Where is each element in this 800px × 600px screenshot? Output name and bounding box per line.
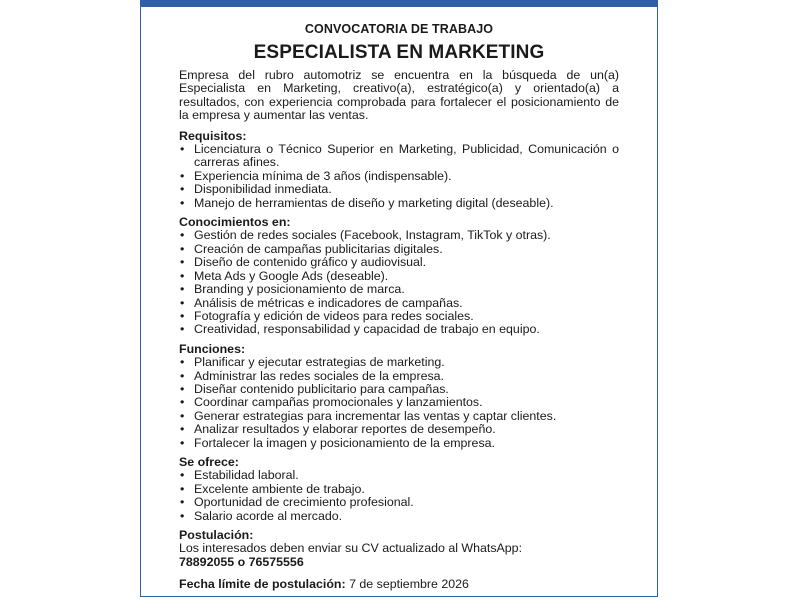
knowledge-list <box>179 229 619 336</box>
section-title: Se ofrece: <box>179 454 239 469</box>
section-title: Conocimientos en: <box>179 215 291 230</box>
whatsapp-numbers: 78892055 o 76575556 <box>179 554 304 569</box>
job-ad-frame <box>140 0 658 597</box>
list-item: • Meta Ads y Google Ads (deseable). <box>179 270 619 283</box>
list-item: • Excelente ambiente de trabajo. <box>179 483 619 496</box>
section-requirements <box>179 130 619 210</box>
list-item: • Diseñar contenido publicitario para campañas. <box>179 383 619 396</box>
list-item: • Manejo de herramientas de diseño y marketing digital (deseable). <box>179 197 619 210</box>
list-item: • Coordinar campañas promocionales y lanzamientos. <box>179 396 619 409</box>
list-item: • Diseño de contenido gráfico y audiovisual. <box>179 256 619 269</box>
list-item: • Experiencia mínima de 3 años (indispensable). <box>179 170 619 183</box>
section-application <box>179 529 619 569</box>
list-item: • Estabilidad laboral. <box>179 469 619 482</box>
section-functions <box>179 343 619 450</box>
deadline-date: 7 de septiembre 2026 <box>345 577 469 592</box>
list-item: • Fortalecer la imagen y posicionamiento de la empresa. <box>179 437 619 450</box>
application-text: Los interesados deben enviar su CV actualizado al WhatsApp: <box>179 541 523 556</box>
deadline-label: Fecha límite de postulación: <box>179 577 346 592</box>
deadline-line <box>179 578 619 591</box>
top-accent-bar <box>141 0 657 7</box>
list-item: • Analizar resultados y elaborar reportes de desempeño. <box>179 423 619 436</box>
list-item: • Fotografía y edición de videos para redes sociales. <box>179 310 619 323</box>
list-item: • Disponibilidad inmediata. <box>179 183 619 196</box>
list-item: • Análisis de métricas e indicadores de campañas. <box>179 297 619 310</box>
ad-kicker: CONVOCATORIA DE TRABAJO <box>304 22 494 36</box>
intro-paragraph: Empresa del rubro automotriz se encuentra en la búsqueda de un(a) Especialista en Marketing, creativo(a), estratégico(a) y orientado(a) a resultados, con experiencia comprobada para fortalecer el posicionamiento de la empresa y aumentar las ventas. <box>179 68 619 123</box>
list-item: • Salario acorde al mercado. <box>179 510 619 523</box>
list-item: • Branding y posicionamiento de marca. <box>179 283 619 296</box>
requirements-list <box>179 143 619 210</box>
section-title: Postulación: <box>179 528 254 542</box>
list-item: • Gestión de redes sociales (Facebook, Instagram, TikTok y otras). <box>179 229 619 242</box>
section-offer <box>179 456 619 523</box>
section-knowledge <box>179 216 619 337</box>
job-ad-content <box>179 22 619 592</box>
list-item: • Oportunidad de crecimiento profesional. <box>179 496 619 509</box>
job-title: ESPECIALISTA EN MARKETING <box>253 42 545 63</box>
list-item: • Licenciatura o Técnico Superior en Marketing, Publicidad, Comunicación o carreras afines. <box>179 143 619 170</box>
list-item: • Creatividad, responsabilidad y capacidad de trabajo en equipo. <box>179 323 619 336</box>
functions-list <box>179 356 619 450</box>
section-title: Requisitos: <box>179 128 247 143</box>
offer-list <box>179 469 619 523</box>
list-item: • Administrar las redes sociales de la empresa. <box>179 370 619 383</box>
list-item: • Generar estrategias para incrementar las ventas y captar clientes. <box>179 410 619 423</box>
list-item: • Creación de campañas publicitarias digitales. <box>179 243 619 256</box>
section-title: Funciones: <box>179 341 246 356</box>
list-item: • Planificar y ejecutar estrategias de marketing. <box>179 356 619 369</box>
